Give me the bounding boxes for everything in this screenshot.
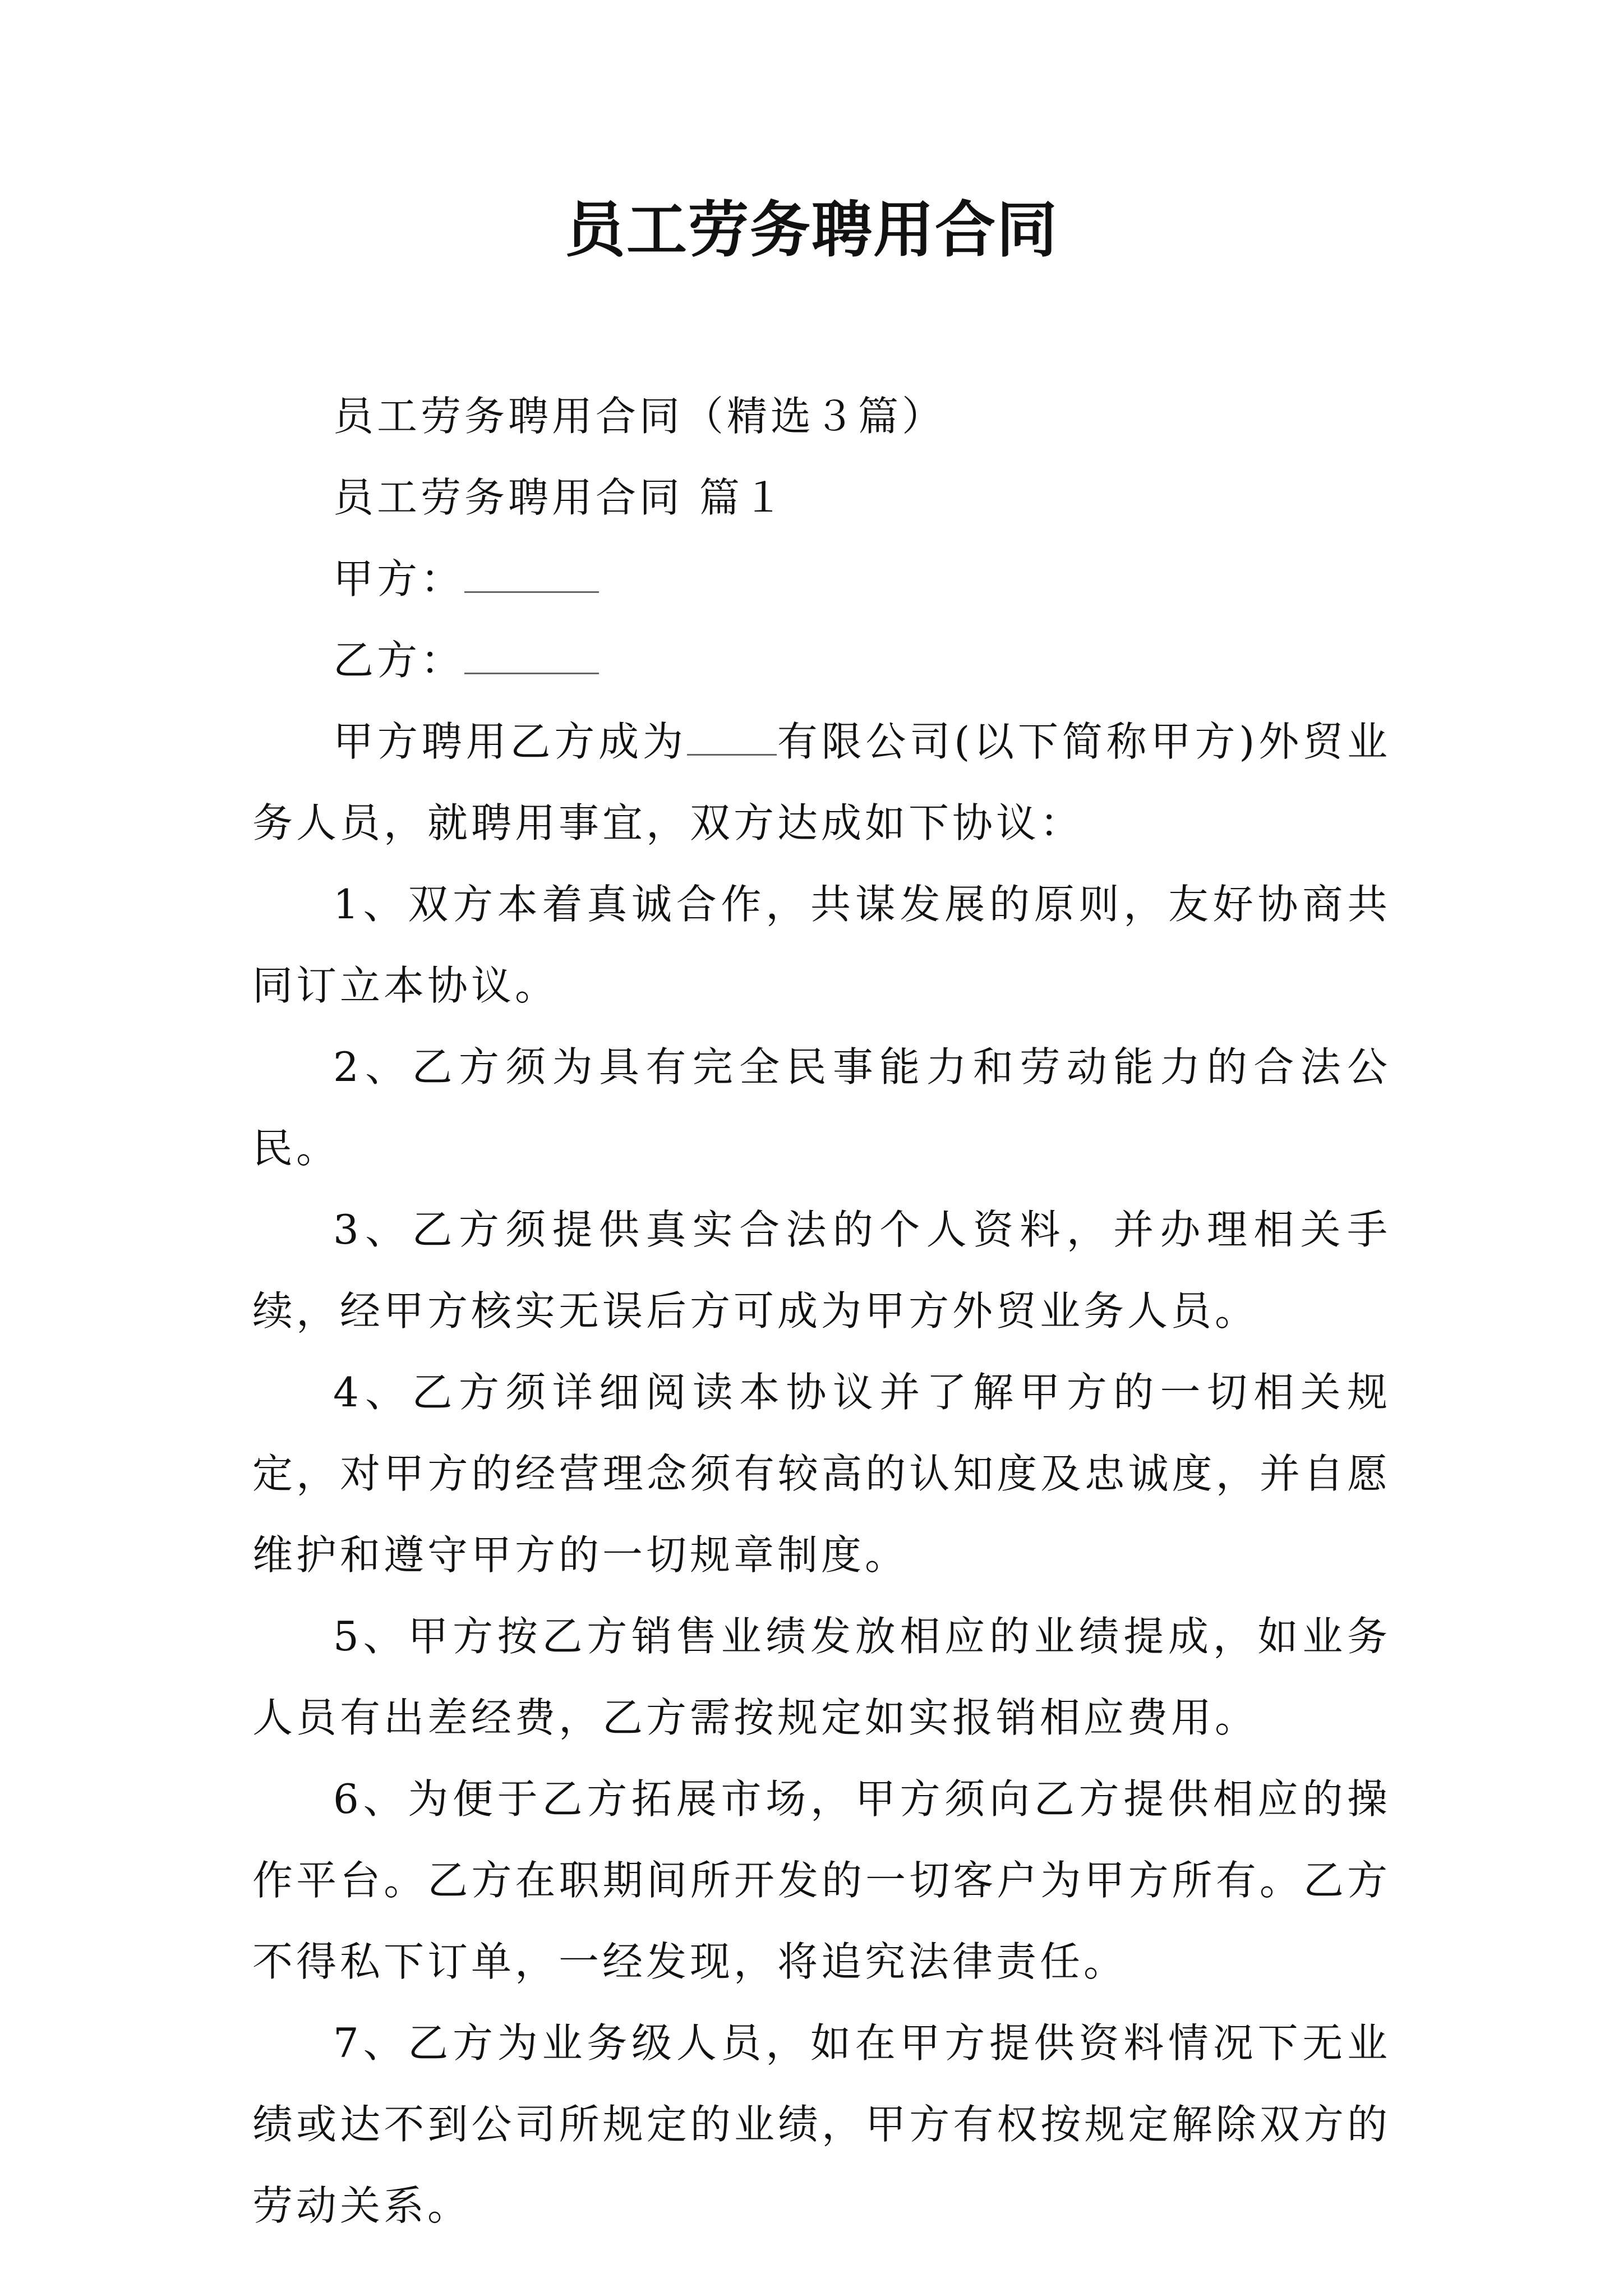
clause-1: 1、双方本着真诚合作，共谋发展的原则，友好协商共同订立本协议。: [252, 881, 1391, 1009]
intro-after-blank: 有限公司(以下简称甲方)外贸业务人员，就聘用事宜，双方达成如下协议：: [252, 718, 1391, 846]
company-name-blank: [687, 717, 777, 756]
document-body: [252, 376, 1391, 2247]
party-a-line: [252, 539, 1391, 620]
intro-before-blank: 甲方聘用乙方成为: [333, 718, 687, 765]
party-b-line: [252, 620, 1391, 701]
clause-7: 7、乙方为业务级人员，如在甲方提供资料情况下无业绩或达不到公司所规定的业绩，甲方有权按规定解除双方的劳动关系。: [252, 2019, 1391, 2229]
intro-paragraph: [252, 701, 1391, 864]
section-heading: 员工劳务聘用合同 篇１: [333, 474, 787, 521]
document-title: 员工劳务聘用合同: [564, 195, 1058, 265]
party-a-label: 甲方：: [333, 555, 465, 602]
subtitle: 员工劳务聘用合同（精选３篇）: [333, 393, 946, 440]
clause-6: 6、为便于乙方拓展市场，甲方须向乙方提供相应的操作平台。乙方在职期间所开发的一切客户为甲方所有。乙方不得私下订单，一经发现，将追究法律责任。: [252, 1775, 1391, 1985]
party-a-blank: [464, 555, 599, 593]
clause-2: 2、乙方须为具有完全民事能力和劳动能力的合法公民。: [252, 1043, 1391, 1172]
clause-4: 4、乙方须详细阅读本协议并了解甲方的一切相关规定，对甲方的经营理念须有较高的认知度及忠诚度，并自愿维护和遵守甲方的一切规章制度。: [252, 1369, 1391, 1579]
party-b-label: 乙方：: [333, 637, 465, 684]
clause-5: 5、甲方按乙方销售业绩发放相应的业绩提成，如业务人员有出差经费，乙方需按规定如实报销相应费用。: [252, 1613, 1391, 1741]
clause-3: 3、乙方须提供真实合法的个人资料，并办理相关手续，经甲方核实无误后方可成为甲方外贸业务人员。: [252, 1206, 1391, 1335]
party-b-blank: [464, 636, 599, 674]
